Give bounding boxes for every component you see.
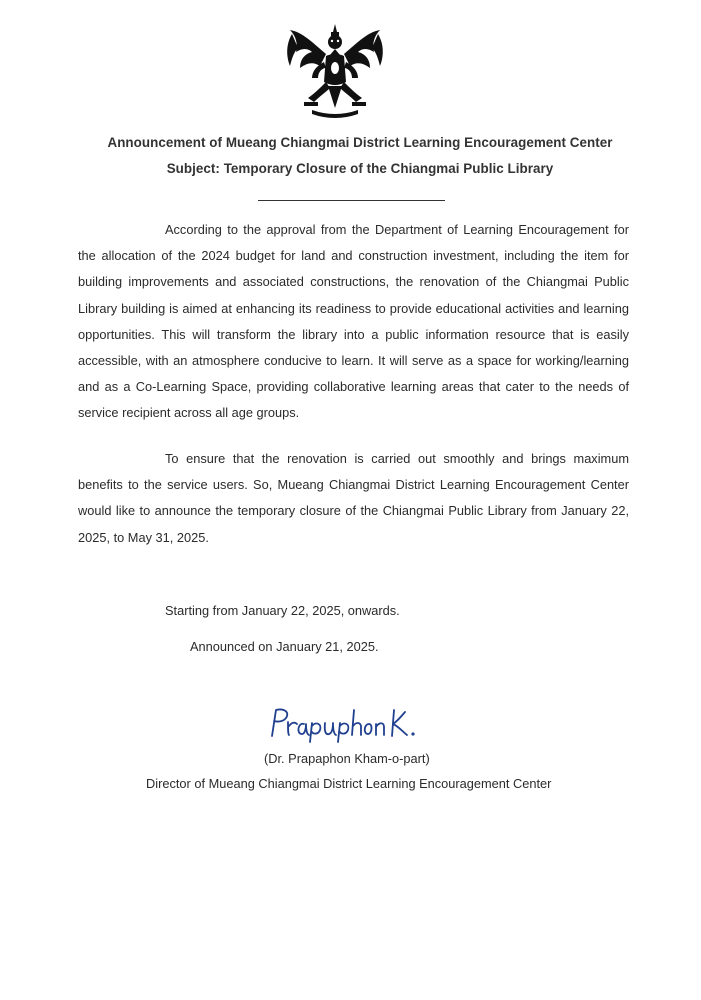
effective-date: Starting from January 22, 2025, onwards.	[165, 603, 400, 618]
title-divider	[258, 200, 445, 201]
announcement-date: Announced on January 21, 2025.	[190, 639, 379, 654]
body-paragraph-2: To ensure that the renovation is carried out smoothly and brings maximum benefits to the service users. So, Mueang Chiangmai District Learning Encouragement Center would like to announce the temporary closure of the Chiangmai Public Library from January 22, 2025, to May 31, 2025.	[78, 451, 629, 545]
body-paragraph-1: According to the approval from the Department of Learning Encouragement for the allocation of the 2024 budget for land and construction investment, including the item for building improvements and associated constructions, the renovation of the Chiangmai Public Library building is aimed at enhancing its readiness to provide educational activities and learning opportunities. This will transform the library into a public information resource that is easily accessible, with an atmosphere conducive to learn. It will serve as a space for working/learning and as a Co-Learning Space, providing collaborative learning areas that cater to the needs of service recipient across all age groups.	[78, 222, 629, 421]
document-subject: Subject: Temporary Closure of the Chiangmai Public Library	[166, 161, 554, 176]
garuda-emblem-icon	[282, 22, 388, 122]
handwritten-signature	[268, 704, 418, 746]
document-title: Announcement of Mueang Chiangmai District Learning Encouragement Center	[107, 135, 613, 150]
signatory-name: (Dr. Prapaphon Kham-o-part)	[264, 751, 430, 766]
signatory-position: Director of Mueang Chiangmai District Learning Encouragement Center	[146, 776, 552, 791]
